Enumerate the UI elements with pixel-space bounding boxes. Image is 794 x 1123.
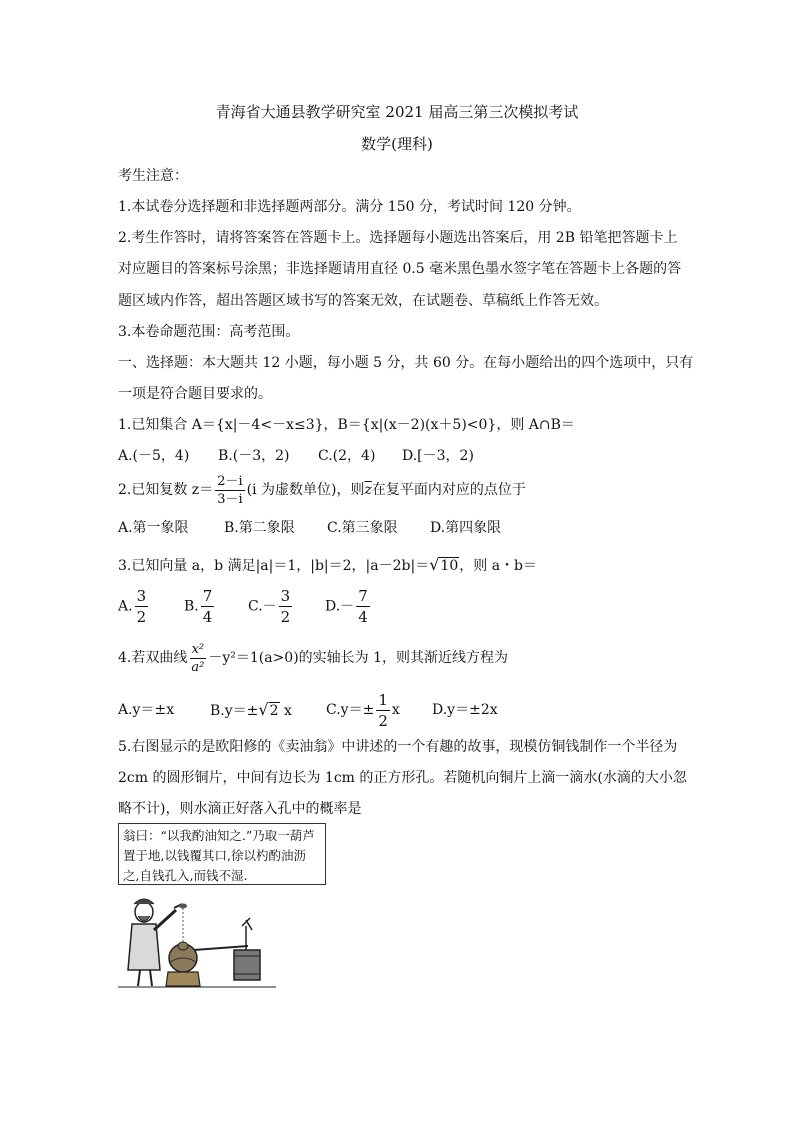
q4-option-b bbox=[210, 700, 292, 721]
question-5-line-1: 5.右图显示的是欧阳修的《卖油翁》中讲述的一个有趣的故事，现模仿铜钱制作一个半径为 bbox=[118, 739, 678, 755]
q4-option-c bbox=[326, 688, 400, 732]
q3-option-a-fraction bbox=[135, 586, 149, 627]
q4-suffix: －y²＝1(a>0)的实轴长为 1，则其渐近线方程为 bbox=[208, 650, 509, 666]
story-quote-line-3: 之,自钱孔入,而钱不湿. bbox=[123, 868, 248, 883]
question-5-line-3: 略不计)，则水滴正好落入孔中的概率是 bbox=[118, 801, 362, 817]
q4-option-d: D.y＝±2x bbox=[432, 702, 498, 718]
q2-fraction-denominator: 3－i bbox=[217, 491, 243, 507]
q1-option-c: C.(2，4) bbox=[318, 448, 376, 464]
q3-prefix: 3.已知向量 a，b 满足|a|＝1，|b|＝2，|a－2b|＝ bbox=[118, 558, 430, 574]
q4-fraction-numerator: x² bbox=[191, 641, 205, 657]
question-1-stem: 1.已知集合 A＝{x|－4<－x≤3}，B＝{x|(x－2)(x＋5)<0}，则 A∩B＝ bbox=[118, 417, 575, 433]
q3-option-d-label: D.－ bbox=[325, 598, 355, 615]
q3-option-a-denominator: 2 bbox=[136, 608, 147, 626]
q4-option-c-suffix: x bbox=[391, 702, 400, 718]
q1-option-b: B.(－3，2) bbox=[218, 448, 290, 464]
q2-prefix: 2.已知复数 z＝ bbox=[118, 482, 214, 498]
q4-option-b-sqrt-arg: 2 bbox=[269, 703, 279, 719]
q4-fraction-denominator: a² bbox=[191, 659, 205, 675]
q3-option-c-denominator: 2 bbox=[280, 608, 291, 626]
q3-option-b-denominator: 4 bbox=[202, 608, 213, 626]
q2-suffix: 在复平面内对应的点位于 bbox=[371, 482, 526, 498]
q4-option-b-suffix: x bbox=[283, 703, 292, 719]
notice-item-2-line-3: 题区域内作答，超出答题区域书写的答案无效，在试题卷、草稿纸上作答无效。 bbox=[118, 293, 608, 309]
q2-option-a: A.第一象限 bbox=[118, 520, 189, 536]
oil-seller-illustration bbox=[118, 890, 278, 990]
q3-option-c-fraction bbox=[279, 586, 293, 627]
q4-option-a: A.y＝±x bbox=[118, 702, 175, 718]
q3-option-d-denominator: 4 bbox=[358, 608, 368, 626]
q4-option-b-sqrt: √2 bbox=[258, 700, 279, 719]
q4-fraction bbox=[189, 641, 206, 676]
q4-option-c-prefix: C.y＝± bbox=[326, 702, 375, 718]
question-2-stem bbox=[118, 472, 526, 508]
section-heading-line-1: 一、选择题：本大题共 12 小题，每小题 5 分，共 60 分。在每小题给出的四个选项中，只有 bbox=[118, 355, 694, 371]
question-3-stem bbox=[118, 555, 537, 576]
q3-option-b bbox=[184, 586, 216, 627]
q2-option-c: C.第三象限 bbox=[327, 520, 398, 536]
q3-option-b-numerator: 7 bbox=[202, 587, 213, 605]
q3-sqrt-arg: 10 bbox=[440, 558, 459, 574]
q3-option-a bbox=[118, 586, 150, 627]
section-heading-line-2: 一项是符合题目要求的。 bbox=[118, 386, 272, 402]
q1-option-a: A.(－5，4) bbox=[118, 448, 190, 464]
story-quote-box bbox=[118, 823, 326, 885]
q3-option-c bbox=[248, 586, 294, 627]
notice-item-2-line-1: 2.考生作答时，请将答案答在答题卡上。选择题每小题选出答案后，用 2B 铅笔把答题卡上 bbox=[118, 230, 678, 246]
q2-fraction-numerator: 2－i bbox=[217, 473, 243, 489]
story-quote-line-2: 置于地,以钱覆其口,徐以杓酌油沥 bbox=[123, 848, 306, 863]
question-5-line-2: 2cm 的圆形铜片，中间有边长为 1cm 的正方形孔。若随机向铜片上滴一滴水(水滴的大小忽 bbox=[118, 770, 687, 786]
q2-option-d: D.第四象限 bbox=[430, 520, 502, 536]
exam-subtitle: 数学(理科) bbox=[361, 135, 433, 153]
q3-suffix: ，则 a・b＝ bbox=[459, 558, 538, 574]
q2-fraction bbox=[215, 473, 244, 508]
q1-option-d: D.[－3，2) bbox=[402, 448, 474, 464]
q3-option-c-numerator: 3 bbox=[280, 587, 291, 605]
notice-heading: 考生注意： bbox=[118, 168, 188, 184]
q4-option-c-numerator: 1 bbox=[378, 690, 388, 709]
notice-item-2-line-2: 对应题目的答案标号涂黑；非选择题请用直径 0.5 毫米黑色墨水签字笔在答题卡上各题的答 bbox=[118, 261, 682, 277]
q3-option-a-numerator: 3 bbox=[136, 587, 147, 605]
q4-prefix: 4.若双曲线 bbox=[118, 650, 188, 666]
notice-item-3: 3.本卷命题范围：高考范围。 bbox=[118, 324, 300, 340]
q4-option-b-prefix: B.y＝± bbox=[210, 703, 259, 719]
q2-zbar: $\overline{z}$ bbox=[364, 482, 372, 498]
q4-option-c-fraction bbox=[376, 690, 390, 731]
q3-option-b-fraction bbox=[201, 586, 215, 627]
q3-option-d-fraction bbox=[356, 586, 370, 627]
question-4-stem bbox=[118, 640, 508, 676]
exam-title: 青海省大通县教学研究室 2021 届高三第三次模拟考试 bbox=[215, 103, 579, 121]
q3-option-d bbox=[325, 586, 372, 627]
q3-option-c-label: C.－ bbox=[248, 598, 277, 615]
q3-option-a-label: A. bbox=[118, 598, 133, 615]
notice-item-1: 1.本试卷分选择题和非选择题两部分。满分 150 分，考试时间 120 分钟。 bbox=[118, 199, 581, 215]
q4-option-c-denominator: 2 bbox=[378, 711, 388, 730]
story-quote-line-1: 翁曰：“以我酌油知之.”乃取一葫芦 bbox=[123, 828, 315, 843]
q3-option-d-numerator: 7 bbox=[358, 587, 368, 605]
q3-option-b-label: B. bbox=[184, 598, 199, 615]
q2-middle: (i 为虚数单位)，则 bbox=[246, 482, 365, 498]
q2-option-b: B.第二象限 bbox=[224, 520, 295, 536]
q3-sqrt: √10 bbox=[429, 555, 459, 574]
